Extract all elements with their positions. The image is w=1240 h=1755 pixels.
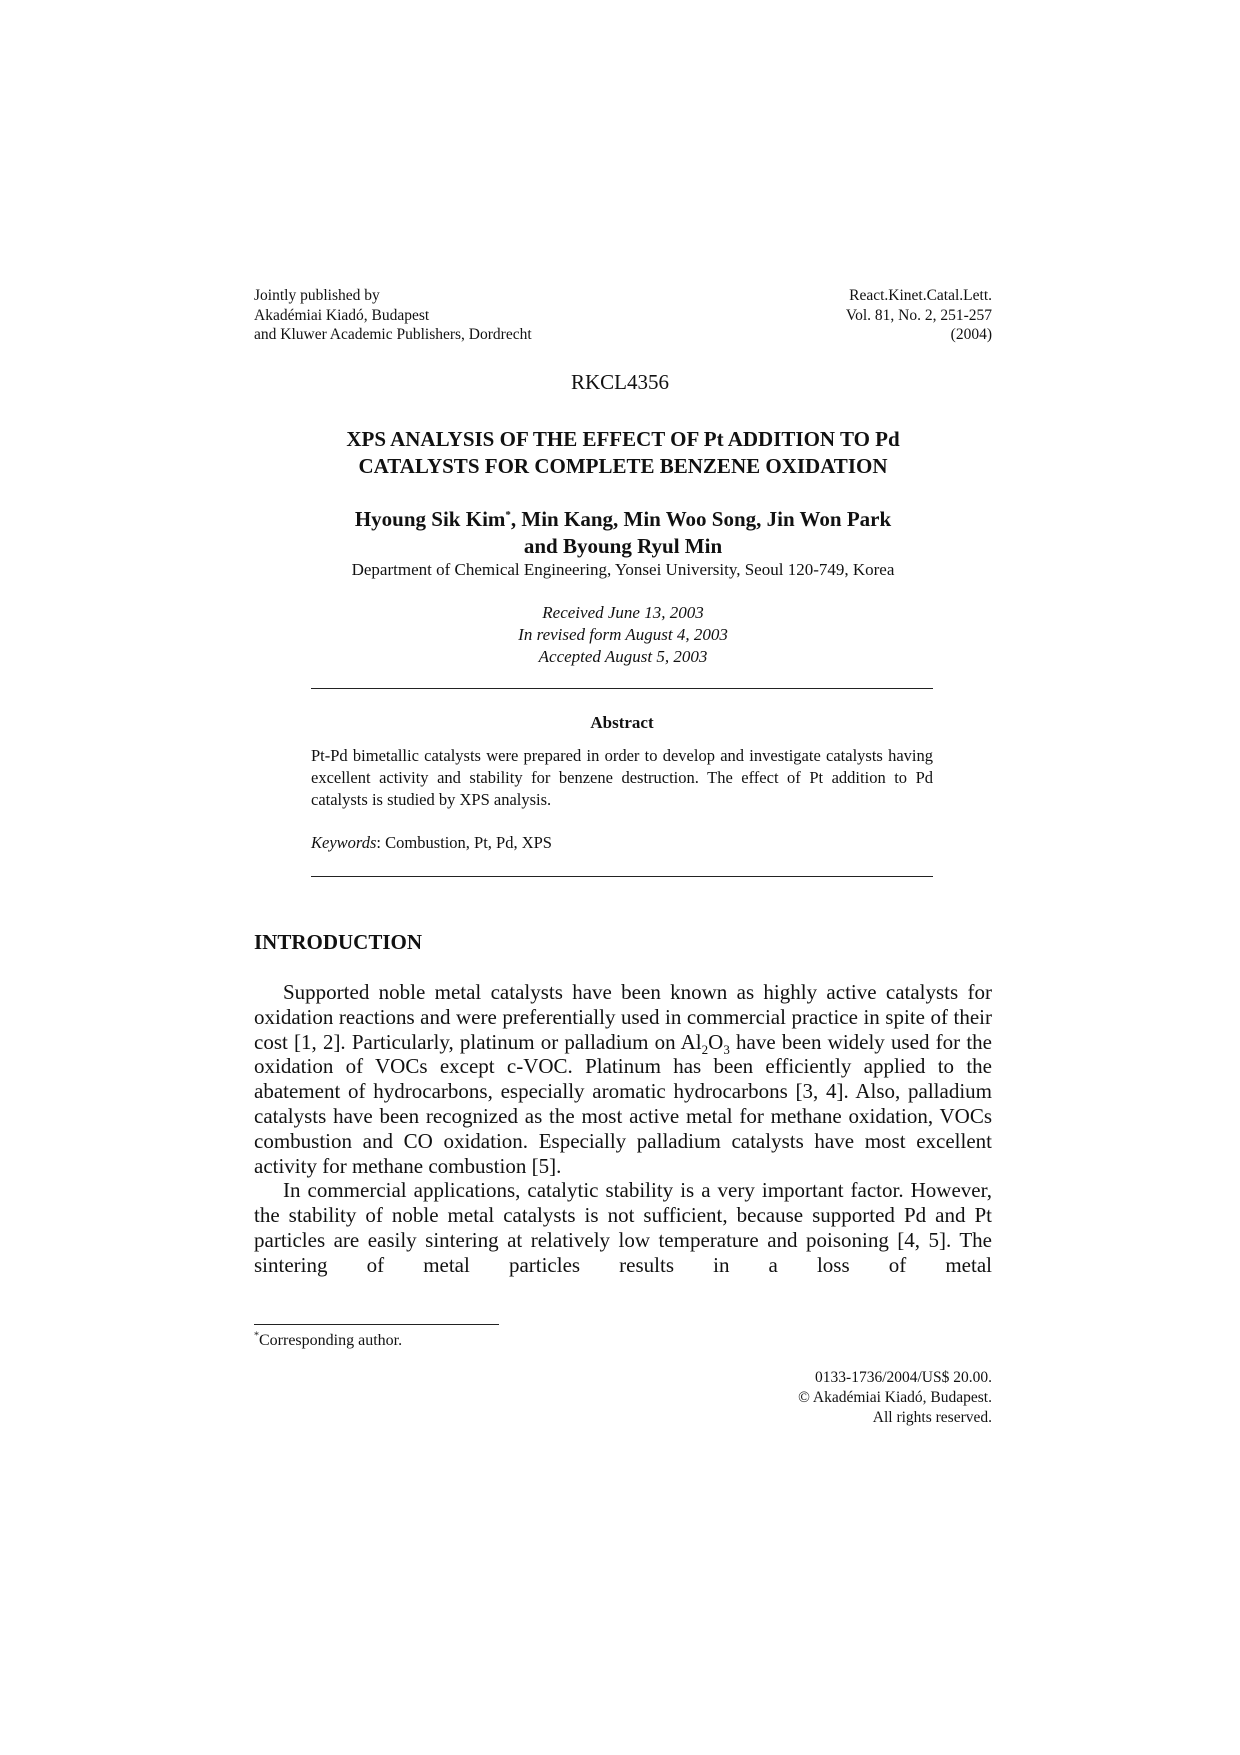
keywords-list: : Combustion, Pt, Pd, XPS xyxy=(376,833,552,852)
corresponding-mark: * xyxy=(505,509,511,521)
introduction-body xyxy=(254,980,992,1278)
manuscript-dates xyxy=(254,602,992,668)
publisher-line: Jointly published by xyxy=(254,287,380,304)
publisher-line: Akadémiai Kiadó, Budapest xyxy=(254,306,430,324)
keywords-label: Keywords xyxy=(311,833,377,852)
footnote-mark: * xyxy=(254,1330,259,1342)
paragraph: In commercial applications, catalytic stability is a very important factor. However, the stability of noble metal catalysts is not sufficient, because supported Pd and Pt particles are easily sintering at relatively low temperature and poisoning [4, 5]. The sintering of metal particles results in a loss of metal xyxy=(254,1178,992,1277)
section-heading-introduction: INTRODUCTION xyxy=(254,930,423,954)
first-author: Hyoung Sik Kim xyxy=(354,507,506,531)
title-line: XPS ANALYSIS OF THE EFFECT OF Pt ADDITION TO Pd xyxy=(346,427,900,451)
footnote xyxy=(254,1332,402,1350)
revised-date: In revised form August 4, 2003 xyxy=(518,625,728,644)
paragraph xyxy=(254,980,992,1178)
paragraph-text: Supported noble metal catalysts have been known as highly active catalysts for oxidation reactions and were preferentially used in commercial practice in spite of their cost [1, 2]. Particularly, platinum or palladium on Al xyxy=(254,980,992,1054)
copyright-holder: © Akadémiai Kiadó, Budapest. xyxy=(798,1389,992,1406)
subscript: 2 xyxy=(701,1041,709,1057)
issn-price: 0133-1736/2004/US$ 20.00. xyxy=(815,1369,992,1386)
affiliation: Department of Chemical Engineering, Yonsei University, Seoul 120-749, Korea xyxy=(351,560,895,579)
accepted-date: Accepted August 5, 2003 xyxy=(538,647,708,666)
subscript: 3 xyxy=(723,1041,730,1057)
abstract-bottom-rule xyxy=(311,876,933,877)
abstract-top-rule xyxy=(311,688,933,689)
volume-info: Vol. 81, No. 2, 251-257 xyxy=(845,306,992,324)
author-line-1 xyxy=(254,506,992,533)
publication-year: (2004) xyxy=(950,326,992,343)
article-code: RKCL4356 xyxy=(570,370,669,394)
footnote-text: Corresponding author. xyxy=(259,1332,403,1349)
copyright-block xyxy=(798,1368,992,1428)
footnote-rule xyxy=(254,1324,499,1325)
publisher-line: and Kluwer Academic Publishers, Dordrecht xyxy=(254,326,532,343)
paper-title xyxy=(254,426,992,480)
rights-notice: All rights reserved. xyxy=(872,1409,992,1426)
author-line-2: and Byoung Ryul Min xyxy=(523,534,723,558)
abstract-text: Pt-Pd bimetallic catalysts were prepared in order to develop and investigate catalysts having excellent activity and stability for benzene destruction. The effect of Pt addition to Pd catalysts is studied by XPS analysis. xyxy=(311,746,933,809)
co-authors: , Min Kang, Min Woo Song, Jin Won Park xyxy=(510,507,892,531)
journal-name: React.Kinet.Catal.Lett. xyxy=(849,287,992,304)
received-date: Received June 13, 2003 xyxy=(542,603,704,622)
publisher-header xyxy=(254,286,532,345)
author-list xyxy=(254,506,992,560)
keywords xyxy=(311,833,933,853)
journal-citation-header xyxy=(846,286,992,345)
abstract-heading: Abstract xyxy=(590,713,654,732)
paragraph-text: have been widely used for the oxidation of VOCs except c-VOC. Platinum has been efficiently applied to the abatement of hydrocarbons, especially aromatic hydrocarbons [3, 4]. Also, palladium catalysts have been recognized as the most active metal for methane oxidation, VOCs combustion and CO oxidation. Especially palladium catalysts have most excellent activity for methane combustion [5]. xyxy=(254,1029,993,1178)
title-line: CATALYSTS FOR COMPLETE BENZENE OXIDATION xyxy=(358,454,888,478)
paragraph-text: O xyxy=(708,1029,724,1054)
